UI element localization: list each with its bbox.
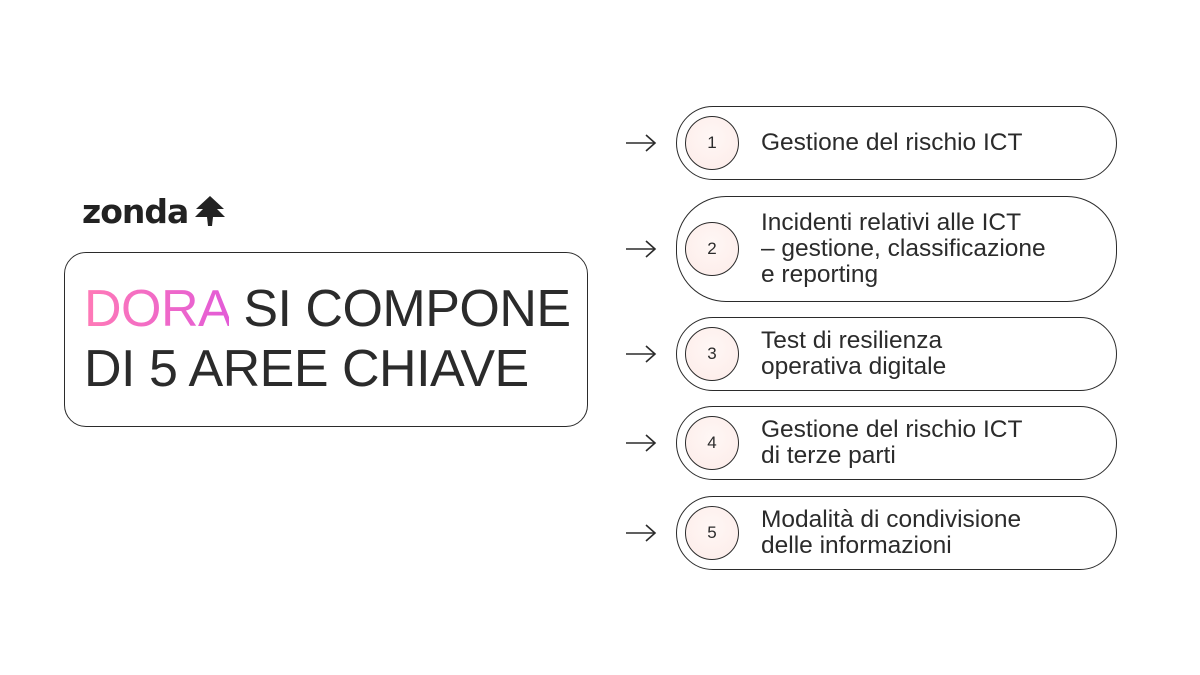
area-row-4 xyxy=(624,406,1117,480)
arrow-right-icon xyxy=(624,239,658,259)
title-accent-dora: DORA xyxy=(84,280,230,338)
arrow-right-icon xyxy=(624,344,658,364)
area-pill-3 xyxy=(676,317,1117,391)
area-number-badge: 5 xyxy=(685,506,739,560)
area-row-5 xyxy=(624,496,1117,570)
area-row-1 xyxy=(624,106,1117,180)
area-label: Incidenti relativi alle ICT – gestione, classificazione e reporting xyxy=(761,209,1046,288)
title-line-1 xyxy=(84,279,587,339)
arrow-right-icon xyxy=(624,523,658,543)
title-card xyxy=(64,252,588,427)
area-number-badge: 4 xyxy=(685,416,739,470)
area-row-3 xyxy=(624,317,1117,391)
area-label: Test di resilienza operativa digitale xyxy=(761,327,947,380)
title-line-2: DI 5 AREE CHIAVE xyxy=(84,340,529,398)
area-number-badge: 3 xyxy=(685,327,739,381)
arrow-right-icon xyxy=(624,433,658,453)
zonda-logo xyxy=(82,191,228,231)
area-label: Gestione del rischio ICT xyxy=(761,129,1023,156)
area-pill-2 xyxy=(676,196,1117,302)
title-line-1-rest: SI COMPONE xyxy=(229,280,571,338)
area-pill-1 xyxy=(676,106,1117,180)
area-label: Modalità di condivisione delle informazioni xyxy=(761,506,1022,559)
arrow-right-icon xyxy=(624,133,658,153)
area-row-2 xyxy=(624,196,1117,302)
area-number-badge: 2 xyxy=(685,222,739,276)
area-pill-4 xyxy=(676,406,1117,480)
area-pill-5 xyxy=(676,496,1117,570)
logo-wordmark: zonda xyxy=(82,191,189,231)
tree-logo-icon xyxy=(192,194,228,228)
area-label: Gestione del rischio ICT di terze parti xyxy=(761,416,1023,469)
area-number-badge: 1 xyxy=(685,116,739,170)
